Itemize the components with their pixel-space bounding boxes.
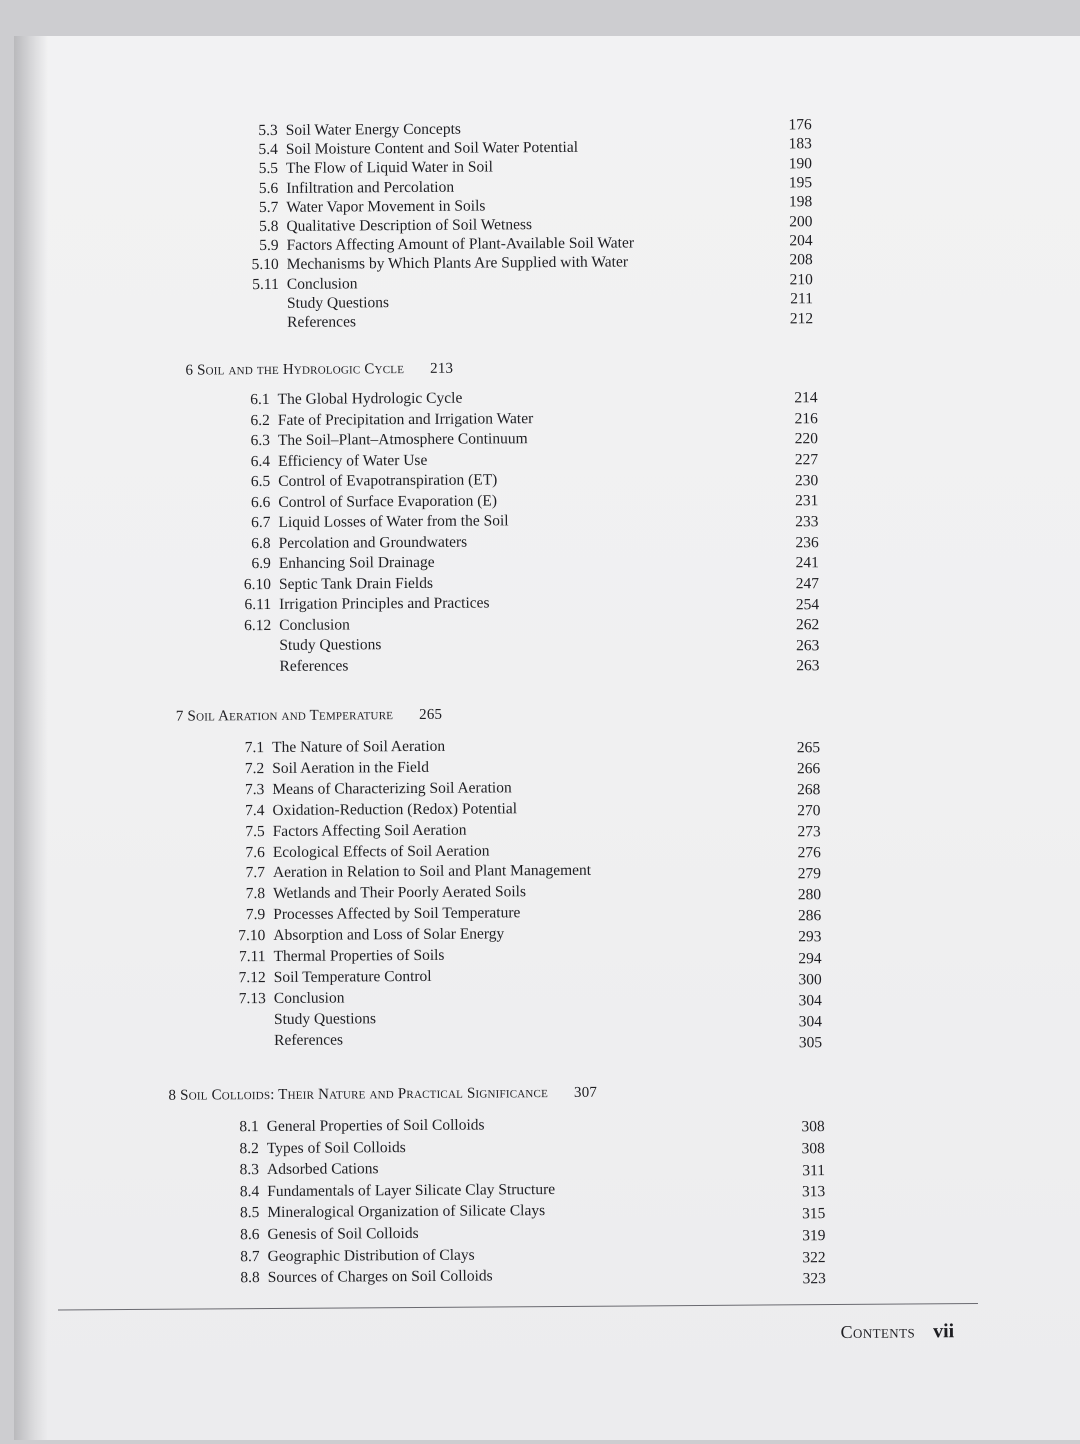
section-number: 5.7	[238, 198, 278, 218]
section-title: Irrigation Principles and Practices	[279, 593, 490, 614]
section-page: 315	[775, 1204, 825, 1224]
section-page: 279	[771, 864, 821, 884]
section-number: 7.3	[224, 780, 264, 800]
section-page: 304	[772, 991, 822, 1011]
section-page: 212	[763, 309, 813, 329]
section-number: 8.3	[219, 1160, 259, 1180]
section-page: 263	[769, 657, 819, 677]
section-number: 7.12	[226, 968, 266, 988]
chapter-heading	[176, 705, 443, 727]
section-page: 247	[769, 574, 819, 594]
section-page: 230	[768, 471, 818, 491]
chapter-title: Soil and the Hydrologic Cycle	[197, 361, 404, 378]
section-title: Oxidation-Reduction (Redox) Potential	[272, 799, 517, 821]
section-title: Means of Characterizing Soil Aeration	[272, 778, 511, 800]
section-page: 211	[763, 289, 813, 309]
section-title: Thermal Properties of Soils	[273, 946, 444, 967]
section-page: 305	[772, 1033, 822, 1053]
section-page: 276	[771, 843, 821, 863]
section-number: 6.1	[230, 390, 270, 410]
section-page: 210	[763, 270, 813, 290]
section-page: 286	[771, 907, 821, 927]
section-title: Absorption and Loss of Solar Energy	[273, 924, 504, 946]
section-page: 204	[762, 231, 812, 251]
chapter-page: 307	[574, 1085, 597, 1101]
section-title: References	[274, 1030, 343, 1050]
section-title: Liquid Losses of Water from the Soil	[278, 511, 508, 533]
section-number: 6.7	[230, 513, 270, 533]
section-title: Efficiency of Water Use	[278, 450, 427, 471]
section-number: 8.5	[219, 1203, 259, 1223]
section-number: 7.4	[224, 801, 264, 821]
section-number: 7.9	[225, 905, 265, 925]
section-page: 236	[769, 533, 819, 553]
toc-entry	[17, 1200, 737, 1225]
section-title: References	[287, 312, 356, 332]
section-page: 294	[771, 949, 821, 969]
section-page: 300	[772, 970, 822, 990]
section-number: 5.11	[239, 275, 279, 295]
section-number: 8.1	[219, 1117, 259, 1137]
toc-entry	[18, 1243, 738, 1268]
footer-page-number: vii	[933, 1320, 954, 1342]
section-page: 270	[770, 801, 820, 821]
toc-entry	[11, 310, 731, 335]
section-number: 5.5	[238, 159, 278, 179]
section-title: Study Questions	[287, 293, 389, 314]
section-number: 8.8	[220, 1268, 260, 1288]
section-title: Study Questions	[279, 635, 381, 656]
section-page: 322	[776, 1248, 826, 1268]
section-title: Fate of Precipitation and Irrigation Water	[278, 409, 534, 431]
section-number: 6.8	[231, 533, 271, 553]
section-number: 7.1	[224, 738, 264, 758]
section-title: Percolation and Groundwaters	[279, 532, 468, 553]
section-number: 5.9	[239, 236, 279, 256]
section-number: 6.6	[230, 492, 270, 512]
footer-label: Contents	[841, 1321, 916, 1342]
section-number: 6.9	[231, 554, 271, 574]
section-title: Geographic Distribution of Clays	[268, 1245, 475, 1266]
section-number: 6.3	[230, 431, 270, 451]
section-page: 319	[775, 1226, 825, 1246]
section-page: 254	[769, 595, 819, 615]
section-number: 7.11	[225, 947, 265, 967]
section-page: 262	[769, 615, 819, 635]
toc-entry	[17, 1222, 737, 1247]
chapter-title: Soil Aeration and Temperature	[187, 707, 393, 724]
section-title: Soil Aeration in the Field	[272, 758, 429, 779]
section-title: Sources of Charges on Soil Colloids	[268, 1267, 493, 1289]
chapter-page: 213	[430, 361, 453, 377]
section-number: 8.4	[219, 1182, 259, 1202]
section-number: 6.12	[231, 615, 271, 635]
section-number: 8.7	[220, 1247, 260, 1267]
section-title: Soil Water Energy Concepts	[286, 120, 461, 141]
section-page: 216	[768, 409, 818, 429]
section-number: 6.10	[231, 574, 271, 594]
section-title: Infiltration and Percolation	[286, 177, 454, 198]
section-number: 7.5	[225, 822, 265, 842]
section-title: The Nature of Soil Aeration	[272, 737, 445, 758]
section-number: 8.2	[219, 1139, 259, 1159]
section-title: Factors Affecting Amount of Plant-Available Soil Water	[287, 234, 635, 256]
chapter-number: 6	[185, 363, 193, 379]
section-title: Ecological Effects of Soil Aeration	[273, 841, 490, 863]
section-title: References	[279, 656, 348, 676]
section-page: 231	[768, 491, 818, 511]
chapter-title: Soil Colloids: Their Nature and Practical Significance	[180, 1085, 548, 1104]
section-title: Control of Evapotranspiration (ET)	[278, 470, 497, 492]
section-title: Qualitative Description of Soil Wetness	[286, 215, 532, 237]
section-page: 308	[775, 1139, 825, 1159]
toc-entry	[17, 1157, 737, 1182]
section-page: 183	[762, 135, 812, 155]
section-page: 227	[768, 450, 818, 470]
chapter-heading	[168, 1083, 597, 1106]
section-page: 200	[762, 212, 812, 232]
toc-entry	[17, 1135, 737, 1160]
section-page: 266	[770, 759, 820, 779]
toc-entry	[16, 1027, 736, 1052]
section-page: 208	[763, 251, 813, 271]
section-title: Aeration in Relation to Soil and Plant Management	[273, 861, 591, 883]
section-number: 5.8	[238, 217, 278, 237]
section-number: 7.2	[224, 759, 264, 779]
footer-rule	[58, 1303, 978, 1310]
section-number: 6.11	[231, 595, 271, 615]
section-number: 5.3	[238, 121, 278, 141]
section-page: 308	[775, 1117, 825, 1137]
section-title: The Flow of Liquid Water in Soil	[286, 158, 493, 179]
section-title: Water Vapor Movement in Soils	[286, 196, 485, 217]
toc-entry	[17, 1114, 737, 1139]
section-title: Processes Affected by Soil Temperature	[273, 903, 520, 925]
running-footer	[841, 1319, 955, 1344]
section-page: 313	[775, 1182, 825, 1202]
section-page: 214	[768, 388, 818, 408]
section-number: 6.2	[230, 410, 270, 430]
section-title: Conclusion	[279, 615, 350, 635]
section-title: Fundamentals of Layer Silicate Clay Structure	[267, 1180, 555, 1202]
section-title: Soil Temperature Control	[274, 967, 432, 988]
section-title: Septic Tank Drain Fields	[279, 573, 433, 594]
section-page: 195	[762, 173, 812, 193]
section-page: 233	[768, 512, 818, 532]
section-title: Mechanisms by Which Plants Are Supplied with Water	[287, 253, 628, 275]
chapter-number: 7	[176, 709, 184, 725]
section-number: 5.6	[238, 179, 278, 199]
section-title: Soil Moisture Content and Soil Water Potential	[286, 138, 578, 160]
section-title: The Soil–Plant–Atmosphere Continuum	[278, 429, 528, 451]
section-page: 268	[770, 780, 820, 800]
section-page: 241	[769, 553, 819, 573]
chapter-heading	[185, 359, 453, 381]
book-page	[14, 36, 1080, 1440]
section-page: 176	[762, 115, 812, 135]
section-number: 8.6	[219, 1225, 259, 1245]
section-page: 273	[771, 822, 821, 842]
section-page: 198	[762, 193, 812, 213]
section-number: 7.13	[226, 989, 266, 1009]
section-page: 311	[775, 1161, 825, 1181]
section-title: Control of Surface Evaporation (E)	[278, 491, 497, 513]
section-title: Factors Affecting Soil Aeration	[273, 820, 467, 841]
section-title: The Global Hydrologic Cycle	[278, 389, 463, 410]
section-title: Wetlands and Their Poorly Aerated Soils	[273, 882, 526, 904]
chapter-page: 265	[419, 707, 442, 723]
section-title: Conclusion	[274, 988, 345, 1008]
section-page: 304	[772, 1012, 822, 1032]
section-page: 280	[771, 885, 821, 905]
section-number: 5.4	[238, 140, 278, 160]
chapter-number: 8	[168, 1088, 176, 1104]
section-title: Types of Soil Colloids	[267, 1138, 406, 1159]
section-title: General Properties of Soil Colloids	[267, 1115, 485, 1137]
section-title: Enhancing Soil Drainage	[279, 553, 435, 574]
section-number: 6.4	[230, 451, 270, 471]
section-title: Conclusion	[287, 274, 358, 294]
section-page: 220	[768, 429, 818, 449]
toc-entry	[13, 653, 733, 678]
section-title: Adsorbed Cations	[267, 1159, 379, 1180]
toc-entry	[18, 1265, 738, 1290]
section-page: 190	[762, 154, 812, 174]
section-title: Study Questions	[274, 1009, 376, 1030]
section-title: Mineralogical Organization of Silicate Clays	[267, 1201, 545, 1223]
section-number: 7.7	[225, 863, 265, 883]
section-number: 7.6	[225, 843, 265, 863]
section-number: 7.8	[225, 884, 265, 904]
section-page: 293	[771, 928, 821, 948]
section-title: Genesis of Soil Colloids	[267, 1224, 418, 1245]
section-number: 5.10	[239, 255, 279, 275]
section-page: 323	[776, 1269, 826, 1289]
toc-entry	[17, 1179, 737, 1204]
section-number: 6.5	[230, 472, 270, 492]
section-page: 265	[770, 738, 820, 758]
contents-sheet	[9, 32, 1080, 1443]
section-page: 263	[769, 636, 819, 656]
section-number: 7.10	[225, 926, 265, 946]
